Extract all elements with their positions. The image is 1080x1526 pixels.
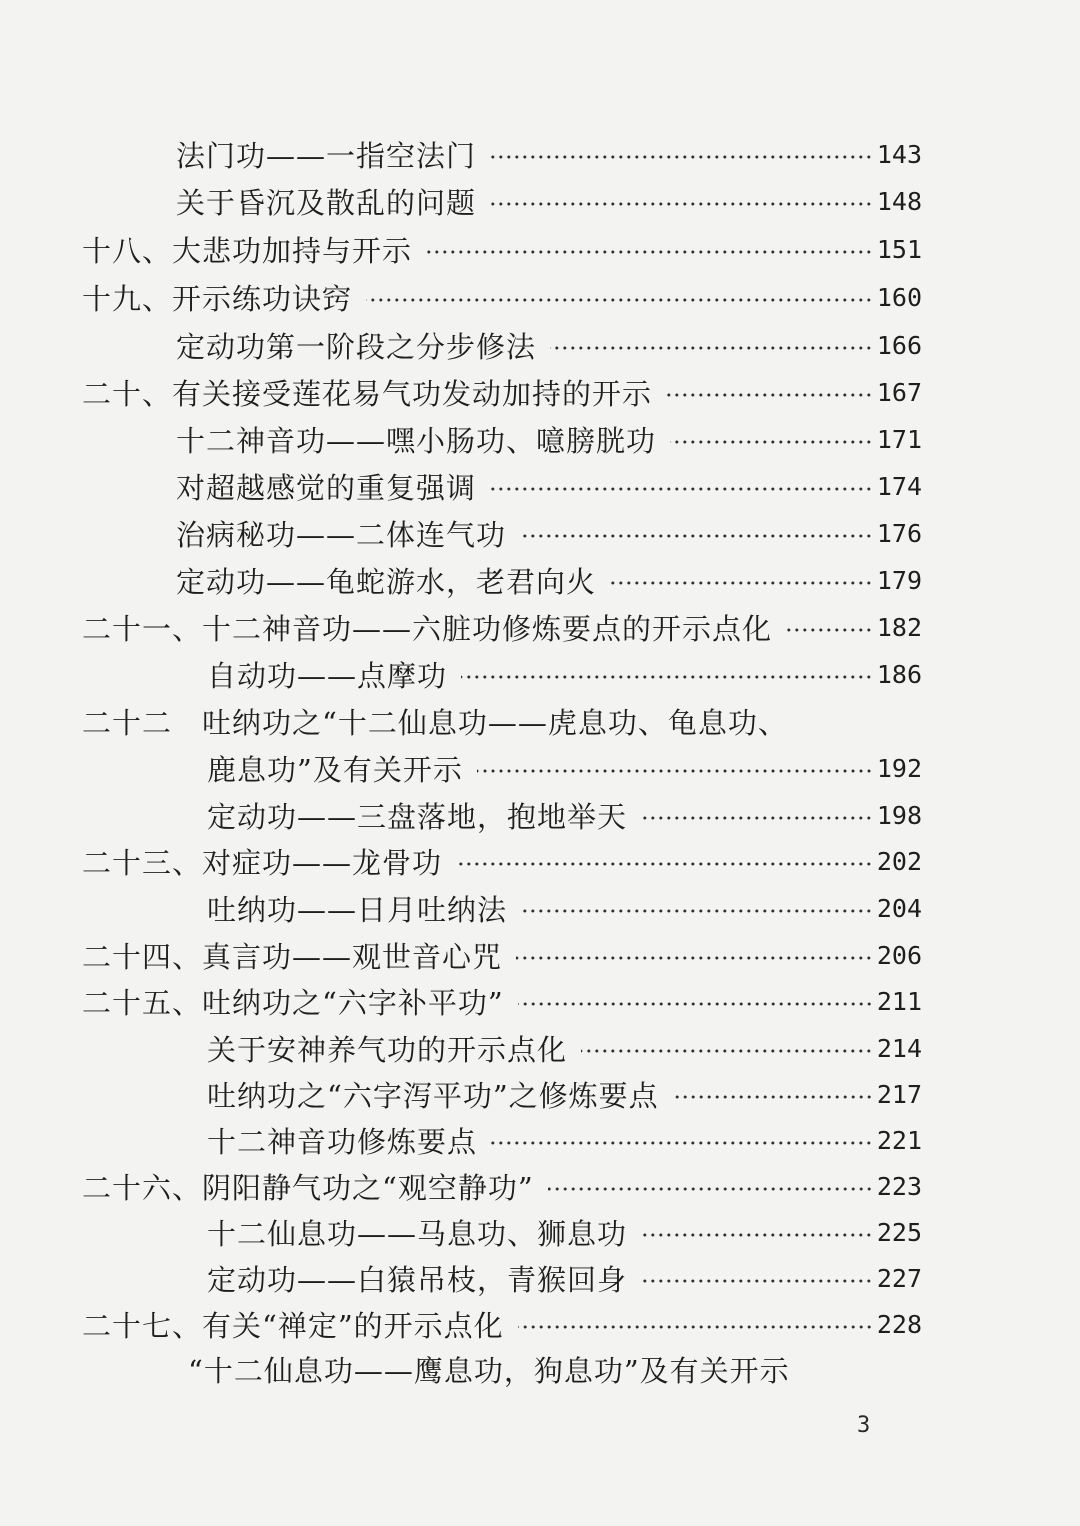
dot-leader (490, 155, 873, 159)
dot-leader (491, 1141, 873, 1145)
toc-entry-title: 关于昏沉及散乱的问题 (176, 185, 477, 220)
toc-entry-title: 十二神音功修炼要点 (207, 1124, 478, 1159)
toc-entry-title: 自动功——点摩功 (207, 658, 448, 693)
toc-entry-title: 鹿息功”及有关开示 (207, 752, 463, 787)
toc-entry-page: 202 (876, 846, 922, 876)
toc-entry (176, 560, 922, 600)
toc-entry (176, 466, 922, 506)
toc-entry-title: 对超越感觉的重复强调 (176, 470, 477, 505)
toc-entry (207, 1212, 922, 1252)
toc-entry-title: 二十一、十二神音功——六脏功修炼要点的开示点化 (82, 611, 773, 646)
toc-entry (176, 181, 922, 221)
dot-leader (673, 1095, 873, 1099)
toc-entry-title: 吐纳功之“六字泻平功”之修炼要点 (207, 1078, 659, 1113)
toc-entry-title: 十二仙息功——马息功、狮息功 (207, 1216, 628, 1251)
toc-entry-page: 160 (876, 282, 922, 312)
toc-entry-page: 143 (876, 139, 922, 169)
toc-entry-title: 定动功——龟蛇游水，老君向火 (176, 564, 597, 599)
dot-leader (461, 675, 873, 679)
dot-leader (548, 1187, 873, 1191)
toc-entry (207, 795, 922, 835)
toc-entry (207, 1074, 922, 1114)
toc-entry (188, 1349, 790, 1389)
toc-entry-title: “十二仙息功——鹰息功，狗息功”及有关开示 (188, 1353, 790, 1388)
toc-entry-page: 228 (876, 1309, 922, 1339)
toc-entry-page: 151 (876, 234, 922, 264)
dot-leader (521, 909, 873, 913)
toc-entry (82, 981, 922, 1021)
dot-leader (477, 769, 873, 773)
toc-entry-page: 225 (876, 1217, 922, 1247)
toc-entry-page: 174 (876, 471, 922, 501)
toc-entry (176, 419, 922, 459)
toc-entry (207, 748, 922, 788)
toc-entry-page: 223 (876, 1171, 922, 1201)
dot-leader (666, 393, 873, 397)
toc-entry (82, 701, 788, 741)
toc-entry-page: 204 (876, 893, 922, 923)
dot-leader (520, 534, 873, 538)
dot-leader (490, 487, 873, 491)
toc-entry-page: 186 (876, 659, 922, 689)
toc-entry-title: 定动功——三盘落地，抱地举天 (207, 799, 628, 834)
toc-entry (82, 372, 922, 412)
toc-entry-page: 192 (876, 753, 922, 783)
dot-leader (490, 202, 873, 206)
toc-entry-page: 176 (876, 518, 922, 548)
toc-entry (207, 1258, 922, 1298)
toc-entry-title: 二十四、真言功——观世音心咒 (82, 939, 503, 974)
toc-entry-title: 十九、开示练功诀窍 (82, 281, 353, 316)
dot-leader (518, 1325, 873, 1329)
dot-leader (581, 1049, 873, 1053)
toc-entry (176, 134, 922, 174)
toc-entry-title: 二十六、阴阳静气功之“观空静功” (82, 1170, 534, 1205)
toc-entry-page: 198 (876, 800, 922, 830)
toc-entry-title: 二十七、有关“禅定”的开示点化 (82, 1308, 504, 1343)
toc-entry (82, 1304, 922, 1344)
toc-entry (207, 654, 922, 694)
toc-entry-page: 179 (876, 565, 922, 595)
toc-entry-page: 217 (876, 1079, 922, 1109)
toc-entry-title: 二十五、吐纳功之“六字补平功” (82, 985, 504, 1020)
toc-entry-title: 法门功——一指空法门 (176, 138, 477, 173)
toc-entry-page: 206 (876, 940, 922, 970)
toc-entry-title: 定动功——白猿吊枝，青猴回身 (207, 1262, 628, 1297)
toc-entry (176, 513, 922, 553)
toc-entry-title: 十八、大悲功加持与开示 (82, 233, 413, 268)
toc-entry-title: 二十、有关接受莲花易气功发动加持的开示 (82, 376, 653, 411)
toc-entry-page: 211 (876, 986, 922, 1016)
toc-entry-page: 148 (876, 186, 922, 216)
toc-entry (176, 325, 922, 365)
dot-leader (641, 816, 873, 820)
dot-leader (426, 250, 873, 254)
toc-entry-page: 167 (876, 377, 922, 407)
toc-entry-page: 171 (876, 424, 922, 454)
toc-entry-page: 182 (876, 612, 922, 642)
toc-entry-title: 二十三、对症功——龙骨功 (82, 845, 443, 880)
toc-entry-page: 221 (876, 1125, 922, 1155)
toc-entry-title: 二十二 吐纳功之“十二仙息功——虎息功、龟息功、 (82, 705, 788, 740)
toc-entry-page: 214 (876, 1033, 922, 1063)
toc-entry (82, 1166, 922, 1206)
toc-entry (82, 607, 922, 647)
toc-entry (207, 888, 922, 928)
dot-leader (641, 1279, 873, 1283)
toc-entry (207, 1120, 922, 1160)
dot-leader (518, 1002, 873, 1006)
toc-entry (82, 841, 922, 881)
toc-entry-title: 定动功第一阶段之分步修法 (176, 329, 537, 364)
dot-leader (456, 862, 873, 866)
dot-leader (516, 956, 873, 960)
toc-entry (82, 935, 922, 975)
dot-leader (786, 628, 873, 632)
page-number: 3 (857, 1413, 871, 1438)
toc-entry-title: 关于安神养气功的开示点化 (207, 1032, 568, 1067)
toc-entry-page: 166 (876, 330, 922, 360)
toc-entry-page: 227 (876, 1263, 922, 1293)
dot-leader (641, 1233, 873, 1237)
toc-entry-title: 吐纳功——日月吐纳法 (207, 892, 508, 927)
dot-leader (670, 440, 873, 444)
toc-entry (207, 1028, 922, 1068)
dot-leader (366, 298, 873, 302)
toc-entry-title: 十二神音功——嘿小肠功、噫膀胱功 (176, 423, 657, 458)
dot-leader (610, 581, 873, 585)
toc-entry (82, 229, 922, 269)
dot-leader (550, 346, 873, 350)
toc-entry (82, 277, 922, 317)
toc-entry-title: 治病秘功——二体连气功 (176, 517, 507, 552)
